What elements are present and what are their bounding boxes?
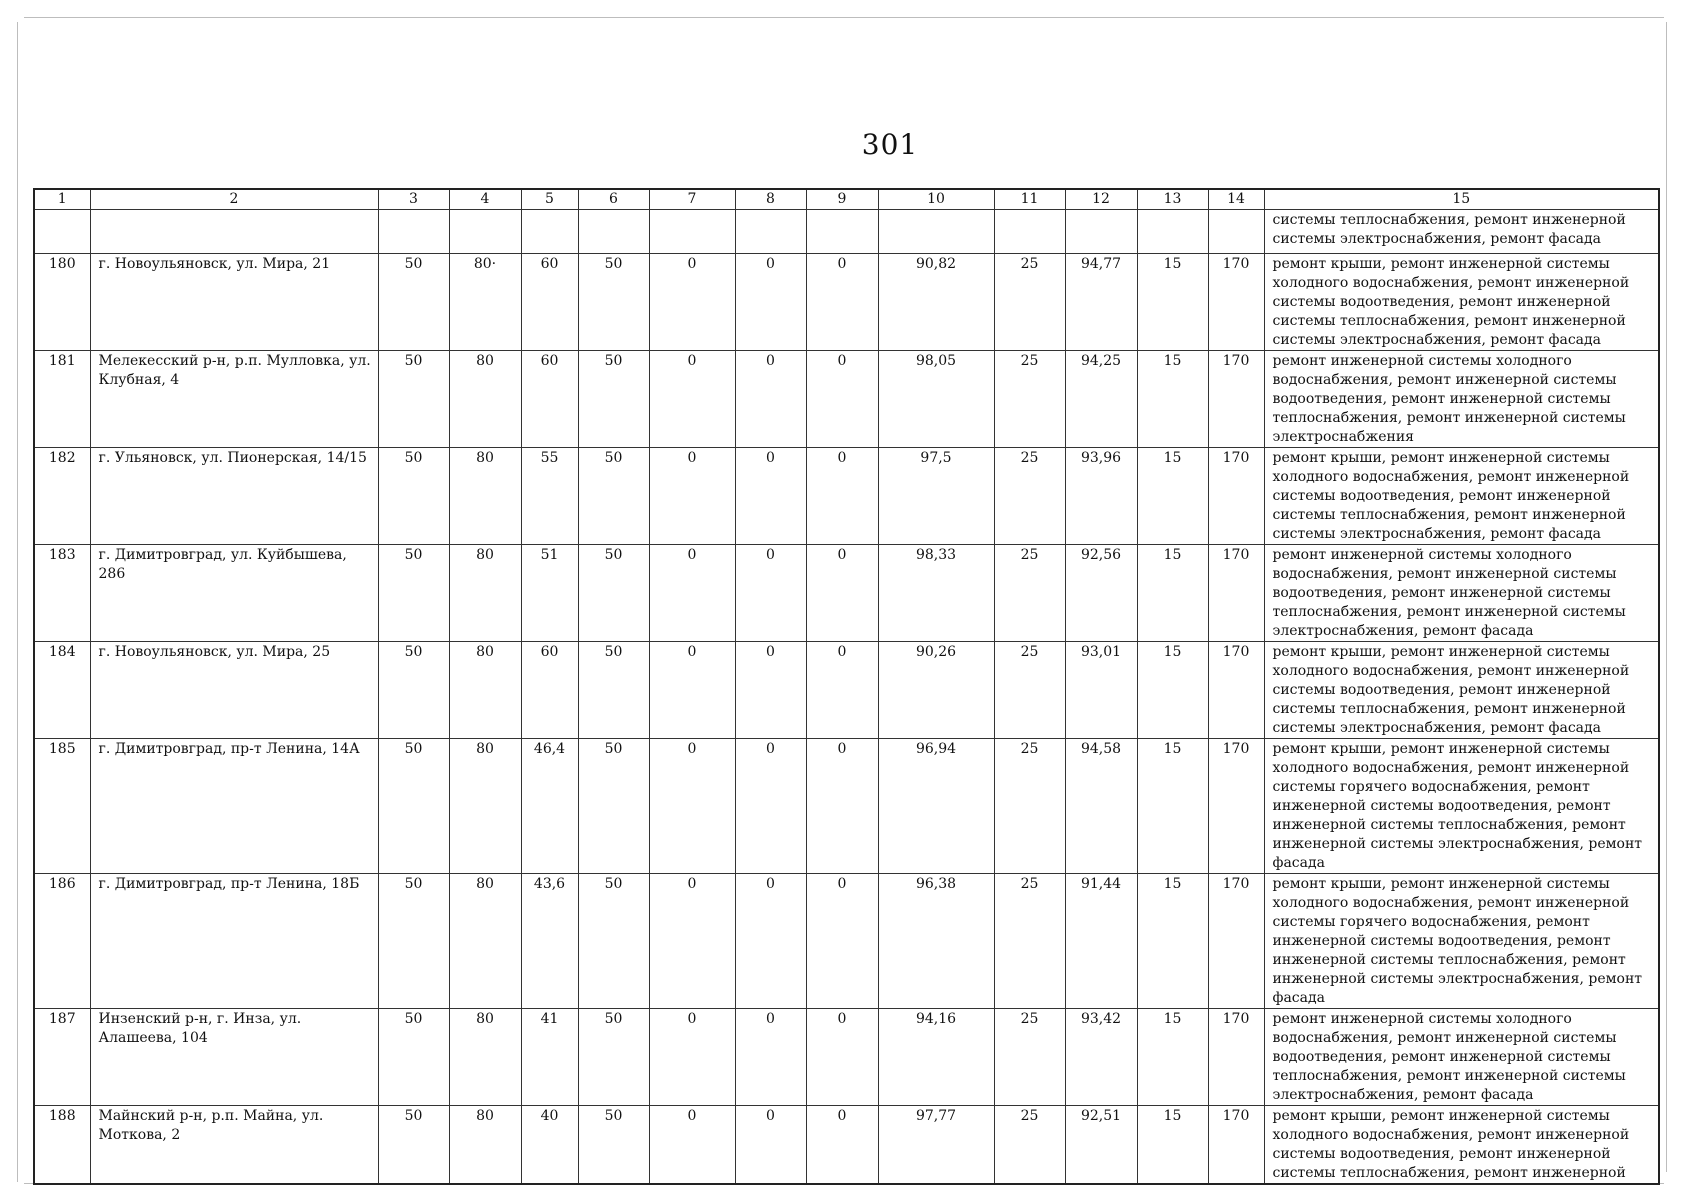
- value-cell: 15: [1137, 874, 1208, 1009]
- column-number-cell: 7: [649, 189, 735, 210]
- column-number-cell: 2: [90, 189, 378, 210]
- table-cell: [994, 210, 1065, 254]
- value-cell: 170: [1208, 874, 1264, 1009]
- value-cell: 80: [449, 448, 521, 545]
- value-cell: 92,56: [1065, 545, 1137, 642]
- table-row: [34, 254, 1659, 351]
- address-cell: г. Ульяновск, ул. Пионерская, 14/15: [90, 448, 378, 545]
- works-cell: ремонт крыши, ремонт инженерной системы холодного водоснабжения, ремонт инженерной системы горячего водоснабжения, ремонт инженерной системы водоотведения, ремонт инженерной системы теплоснабжения, ремонт инженерной системы электроснабжения, ремонт фасада: [1264, 874, 1659, 1009]
- value-cell: 50: [378, 874, 449, 1009]
- value-cell: 15: [1137, 1009, 1208, 1106]
- value-cell: 0: [649, 254, 735, 351]
- value-cell: 170: [1208, 739, 1264, 874]
- value-cell: 51: [521, 545, 578, 642]
- table-row: [34, 642, 1659, 739]
- table-cell: [735, 210, 806, 254]
- value-cell: 15: [1137, 739, 1208, 874]
- value-cell: 80: [449, 739, 521, 874]
- value-cell: 90,26: [878, 642, 994, 739]
- scan-border-right: [1666, 22, 1667, 1172]
- value-cell: 0: [649, 448, 735, 545]
- table-body: [34, 189, 1659, 1184]
- works-cell: ремонт крыши, ремонт инженерной системы холодного водоснабжения, ремонт инженерной системы горячего водоснабжения, ремонт инженерной системы водоотведения, ремонт инженерной системы теплоснабжения, ремонт инженерной системы электроснабжения, ремонт фасада: [1264, 739, 1659, 874]
- value-cell: 0: [649, 545, 735, 642]
- value-cell: 0: [735, 351, 806, 448]
- table-row: [34, 1106, 1659, 1185]
- value-cell: 98,05: [878, 351, 994, 448]
- scan-border-left: [17, 22, 18, 1182]
- value-cell: 170: [1208, 545, 1264, 642]
- value-cell: 25: [994, 739, 1065, 874]
- value-cell: 0: [735, 448, 806, 545]
- column-number-cell: 3: [378, 189, 449, 210]
- address-cell: Инзенский р-н, г. Инза, ул. Алашеева, 104: [90, 1009, 378, 1106]
- row-number-cell: 181: [34, 351, 90, 448]
- data-table: [33, 188, 1660, 1185]
- table-row: [34, 739, 1659, 874]
- row-number-cell: 187: [34, 1009, 90, 1106]
- value-cell: 0: [806, 642, 878, 739]
- row-number-cell: 180: [34, 254, 90, 351]
- value-cell: 50: [378, 254, 449, 351]
- value-cell: 0: [735, 1009, 806, 1106]
- works-cell: ремонт инженерной системы холодного водоснабжения, ремонт инженерной системы водоотведения, ремонт инженерной системы теплоснабжения, ремонт инженерной системы электроснабжения, ремонт фасада: [1264, 545, 1659, 642]
- column-number-cell: 13: [1137, 189, 1208, 210]
- value-cell: 50: [578, 739, 649, 874]
- value-cell: 80: [449, 351, 521, 448]
- value-cell: 94,16: [878, 1009, 994, 1106]
- value-cell: 50: [578, 874, 649, 1009]
- value-cell: 94,25: [1065, 351, 1137, 448]
- value-cell: 50: [578, 1009, 649, 1106]
- value-cell: 0: [806, 351, 878, 448]
- value-cell: 43,6: [521, 874, 578, 1009]
- value-cell: 80: [449, 1106, 521, 1185]
- value-cell: 170: [1208, 254, 1264, 351]
- works-cell: ремонт крыши, ремонт инженерной системы холодного водоснабжения, ремонт инженерной системы водоотведения, ремонт инженерной системы теплоснабжения, ремонт инженерной системы электроснабжения, ремонт фасада: [1264, 254, 1659, 351]
- value-cell: 50: [578, 545, 649, 642]
- value-cell: 0: [735, 874, 806, 1009]
- value-cell: 93,01: [1065, 642, 1137, 739]
- page-number: 301: [861, 128, 919, 161]
- value-cell: 96,94: [878, 739, 994, 874]
- value-cell: 80·: [449, 254, 521, 351]
- value-cell: 98,33: [878, 545, 994, 642]
- value-cell: 0: [649, 1106, 735, 1185]
- works-cell: ремонт крыши, ремонт инженерной системы холодного водоснабжения, ремонт инженерной системы водоотведения, ремонт инженерной системы теплоснабжения, ремонт инженерной: [1264, 1106, 1659, 1185]
- value-cell: 170: [1208, 642, 1264, 739]
- value-cell: 46,4: [521, 739, 578, 874]
- table-cell: [521, 210, 578, 254]
- value-cell: 15: [1137, 351, 1208, 448]
- table-row: [34, 1009, 1659, 1106]
- column-number-cell: 4: [449, 189, 521, 210]
- column-number-row: [34, 189, 1659, 210]
- value-cell: 0: [806, 545, 878, 642]
- value-cell: 94,77: [1065, 254, 1137, 351]
- value-cell: 15: [1137, 642, 1208, 739]
- value-cell: 170: [1208, 1009, 1264, 1106]
- value-cell: 50: [378, 739, 449, 874]
- works-cell: ремонт крыши, ремонт инженерной системы холодного водоснабжения, ремонт инженерной системы водоотведения, ремонт инженерной системы теплоснабжения, ремонт инженерной системы электроснабжения, ремонт фасада: [1264, 448, 1659, 545]
- value-cell: 25: [994, 448, 1065, 545]
- value-cell: 93,96: [1065, 448, 1137, 545]
- table-cell: [1065, 210, 1137, 254]
- column-number-cell: 5: [521, 189, 578, 210]
- column-number-cell: 12: [1065, 189, 1137, 210]
- value-cell: 96,38: [878, 874, 994, 1009]
- value-cell: 25: [994, 1009, 1065, 1106]
- value-cell: 15: [1137, 254, 1208, 351]
- value-cell: 15: [1137, 1106, 1208, 1185]
- value-cell: 40: [521, 1106, 578, 1185]
- works-cell: ремонт крыши, ремонт инженерной системы холодного водоснабжения, ремонт инженерной системы водоотведения, ремонт инженерной системы теплоснабжения, ремонт инженерной системы электроснабжения, ремонт фасада: [1264, 642, 1659, 739]
- value-cell: 41: [521, 1009, 578, 1106]
- column-number-cell: 10: [878, 189, 994, 210]
- value-cell: 0: [806, 448, 878, 545]
- row-number-cell: 183: [34, 545, 90, 642]
- value-cell: 60: [521, 254, 578, 351]
- table-row: [34, 545, 1659, 642]
- table-cell: [649, 210, 735, 254]
- column-number-cell: 6: [578, 189, 649, 210]
- value-cell: 50: [378, 351, 449, 448]
- table-cell: [449, 210, 521, 254]
- works-cell: ремонт инженерной системы холодного водоснабжения, ремонт инженерной системы водоотведения, ремонт инженерной системы теплоснабжения, ремонт инженерной системы электроснабжения, ремонт фасада: [1264, 1009, 1659, 1106]
- table-cell: [806, 210, 878, 254]
- value-cell: 94,58: [1065, 739, 1137, 874]
- row-number-cell: 185: [34, 739, 90, 874]
- value-cell: 0: [735, 1106, 806, 1185]
- carryover-row: [34, 210, 1659, 254]
- address-cell: Майнский р-н, р.п. Майна, ул. Моткова, 2: [90, 1106, 378, 1185]
- value-cell: 25: [994, 254, 1065, 351]
- table-cell: [378, 210, 449, 254]
- value-cell: 97,5: [878, 448, 994, 545]
- value-cell: 90,82: [878, 254, 994, 351]
- value-cell: 50: [578, 448, 649, 545]
- value-cell: 0: [806, 1106, 878, 1185]
- value-cell: 15: [1137, 545, 1208, 642]
- value-cell: 50: [578, 1106, 649, 1185]
- value-cell: 50: [378, 1106, 449, 1185]
- scan-border-top: [24, 17, 1664, 18]
- value-cell: 25: [994, 351, 1065, 448]
- column-number-cell: 11: [994, 189, 1065, 210]
- address-cell: г. Димитровград, ул. Куйбышева, 286: [90, 545, 378, 642]
- value-cell: 91,44: [1065, 874, 1137, 1009]
- address-cell: г. Новоульяновск, ул. Мира, 21: [90, 254, 378, 351]
- value-cell: 25: [994, 642, 1065, 739]
- table-row: [34, 351, 1659, 448]
- value-cell: 0: [806, 1009, 878, 1106]
- value-cell: 80: [449, 545, 521, 642]
- value-cell: 0: [735, 545, 806, 642]
- table-cell: [1208, 210, 1264, 254]
- column-number-cell: 15: [1264, 189, 1659, 210]
- works-cell: системы теплоснабжения, ремонт инженерной системы электроснабжения, ремонт фасада: [1264, 210, 1659, 254]
- value-cell: 170: [1208, 448, 1264, 545]
- column-number-cell: 9: [806, 189, 878, 210]
- table-cell: [90, 210, 378, 254]
- address-cell: г. Новоульяновск, ул. Мира, 25: [90, 642, 378, 739]
- value-cell: 25: [994, 545, 1065, 642]
- value-cell: 50: [578, 254, 649, 351]
- value-cell: 0: [735, 254, 806, 351]
- value-cell: 25: [994, 874, 1065, 1009]
- value-cell: 80: [449, 874, 521, 1009]
- table-row: [34, 874, 1659, 1009]
- value-cell: 0: [806, 254, 878, 351]
- address-cell: г. Димитровград, пр-т Ленина, 14А: [90, 739, 378, 874]
- table-cell: [878, 210, 994, 254]
- works-cell: ремонт инженерной системы холодного водоснабжения, ремонт инженерной системы водоотведения, ремонт инженерной системы теплоснабжения, ремонт инженерной системы электроснабжения: [1264, 351, 1659, 448]
- value-cell: 93,42: [1065, 1009, 1137, 1106]
- table-cell: [1137, 210, 1208, 254]
- value-cell: 50: [578, 642, 649, 739]
- value-cell: 80: [449, 642, 521, 739]
- row-number-cell: 186: [34, 874, 90, 1009]
- value-cell: 0: [649, 642, 735, 739]
- value-cell: 55: [521, 448, 578, 545]
- column-number-cell: 1: [34, 189, 90, 210]
- address-cell: г. Димитровград, пр-т Ленина, 18Б: [90, 874, 378, 1009]
- value-cell: 60: [521, 642, 578, 739]
- row-number-cell: 184: [34, 642, 90, 739]
- value-cell: 170: [1208, 1106, 1264, 1185]
- value-cell: 0: [806, 874, 878, 1009]
- table-cell: [578, 210, 649, 254]
- value-cell: 25: [994, 1106, 1065, 1185]
- value-cell: 50: [378, 642, 449, 739]
- column-number-cell: 8: [735, 189, 806, 210]
- value-cell: 0: [735, 642, 806, 739]
- value-cell: 50: [378, 545, 449, 642]
- value-cell: 97,77: [878, 1106, 994, 1185]
- value-cell: 60: [521, 351, 578, 448]
- table-cell: [34, 210, 90, 254]
- value-cell: 50: [578, 351, 649, 448]
- value-cell: 0: [649, 1009, 735, 1106]
- value-cell: 0: [735, 739, 806, 874]
- value-cell: 15: [1137, 448, 1208, 545]
- value-cell: 50: [378, 448, 449, 545]
- value-cell: 0: [806, 739, 878, 874]
- row-number-cell: 188: [34, 1106, 90, 1185]
- value-cell: 92,51: [1065, 1106, 1137, 1185]
- row-number-cell: 182: [34, 448, 90, 545]
- value-cell: 0: [649, 351, 735, 448]
- column-number-cell: 14: [1208, 189, 1264, 210]
- address-cell: Мелекесский р-н, р.п. Мулловка, ул. Клубная, 4: [90, 351, 378, 448]
- value-cell: 0: [649, 874, 735, 1009]
- value-cell: 80: [449, 1009, 521, 1106]
- table-row: [34, 448, 1659, 545]
- value-cell: 50: [378, 1009, 449, 1106]
- value-cell: 0: [649, 739, 735, 874]
- value-cell: 170: [1208, 351, 1264, 448]
